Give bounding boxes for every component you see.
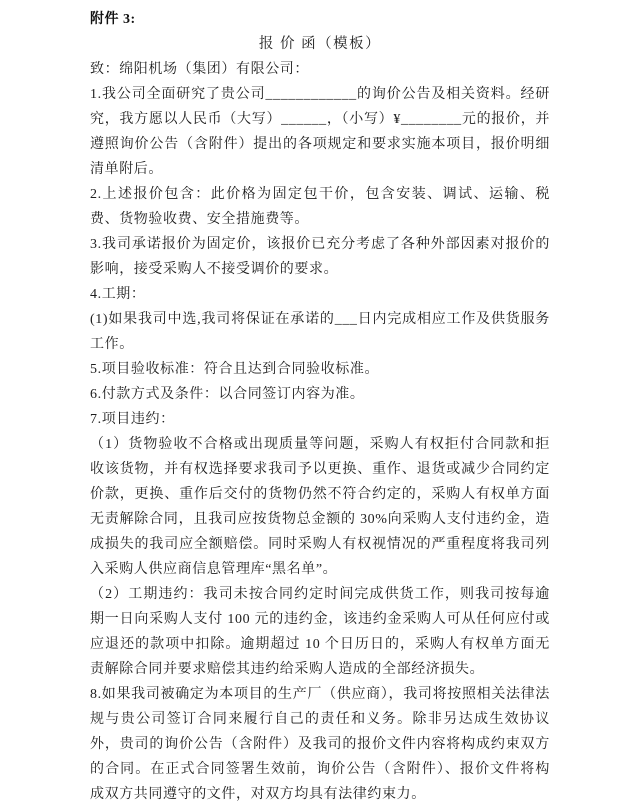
paragraph-duration-promise: (1)如果我司中选,我司将保证在承诺的___日内完成相应工作及供货服务工作。 [90, 312, 550, 352]
attachment-label: 附件 3: [90, 12, 136, 27]
paragraph-price-includes: 2.上述报价包含：此价格为固定包干价，包含安装、调试、运输、税费、货物验收费、安全措施费等。 [90, 187, 550, 227]
paragraph-acceptance: 5.项目验收标准：符合且达到合同验收标准。 [90, 362, 380, 377]
paragraph-offer-price: 1.我公司全面研究了贵公司____________的询价公告及相关资料。经研究，我方愿以人民币（大写）______，（小写）¥________元的报价，并遵照询价公告（含附件）提出的各项规定和要求实施本项目，报价明细清单附后。 [90, 87, 550, 177]
salutation-line: 致：绵阳机场（集团）有限公司： [90, 62, 309, 77]
paragraph-breach-heading: 7.项目违约： [90, 412, 175, 427]
document-title: 报 价 函（模板） [258, 36, 382, 52]
paragraph-breach-schedule: （2）工期违约：我司未按合同约定时间完成供货工作，则我司按每逾期一日向采购人支付 100 元的违约金，该违约金采购人可从任何应付或应退还的款项中扣除。逾期超过 10 个日历日的，采购人有权单方面无责解除合同并要求赔偿其违约给采购人造成的全部经济损失。 [90, 587, 550, 677]
paragraph-fixed-price: 3.我司承诺报价为固定价，该报价已充分考虑了各种外部因素对报价的影响，接受采购人不接受调价的要求。 [90, 237, 550, 277]
paragraph-breach-goods: （1）货物验收不合格或出现质量等问题，采购人有权拒付合同款和拒收该货物，并有权选择要求我司予以更换、重作、退货或减少合同约定价款，更换、重作后交付的货物仍然不符合约定的，采购人有权单方面无责解除合同，且我司应按货物总金额的 30%向采购人支付违约金，造成损失的我司应全额赔偿。同时采购人有权视情况的严重程度将我司列入采购人供应商信息管理库“黑名单”。 [90, 437, 550, 577]
paragraph-payment: 6.付款方式及条件：以合同签订内容为准。 [90, 387, 365, 402]
paragraph-contract-binding: 8.如果我司被确定为本项目的生产厂（供应商），我司将按照相关法律法规与贵公司签订合同来履行自己的责任和义务。除非另达成生效协议外，贵司的询价公告（含附件）及我司的报价文件内容将构成约束双方的合同。在正式合同签署生效前，询价公告（含附件）、报价文件将构成双方共同遵守的文件，对双方均具有法律约束力。 [90, 687, 550, 802]
paragraph-duration-heading: 4.工期： [90, 287, 146, 302]
